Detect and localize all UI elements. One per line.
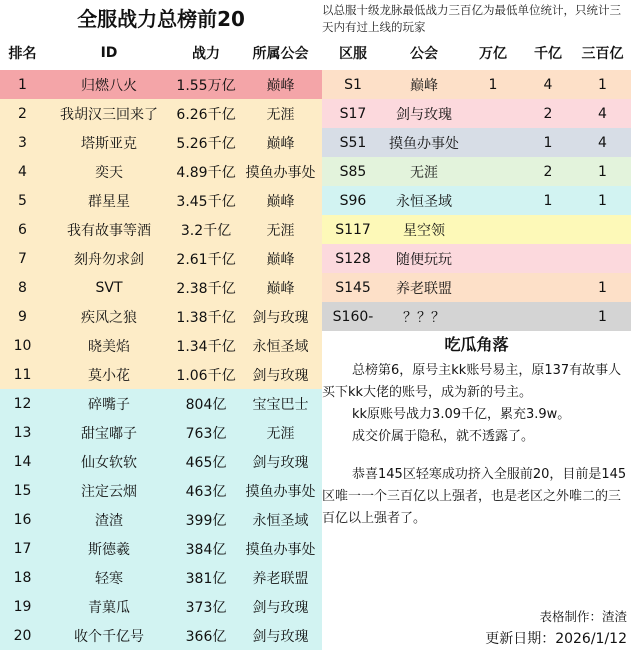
table-row: [322, 99, 631, 128]
power-cell: 384亿: [185, 541, 227, 558]
rank-cell: 5: [18, 192, 27, 209]
ranking-header: [0, 36, 322, 70]
gossip-paragraph: 恭喜145区轻寒成功挤入全服前20，目前是145区唯一一个三百亿以上强者，也是老区之外唯二的三百亿以上强者了。: [322, 467, 627, 526]
power-cell: 3.2千亿: [180, 222, 232, 239]
sanbai-cell: 1: [598, 192, 607, 209]
power-cell: 804亿: [185, 396, 227, 413]
server-cell: S85: [339, 163, 367, 180]
power-cell: 1.06千亿: [176, 367, 236, 384]
sanbai-cell: 4: [598, 134, 607, 151]
guild-cell: 摸鱼办事处: [245, 483, 316, 500]
server-cell: S1: [344, 76, 362, 93]
table-row: [0, 534, 322, 563]
id-cell: 注定云烟: [81, 483, 137, 500]
id-cell: 我有故事等酒: [67, 222, 151, 239]
power-cell: 1.38千亿: [176, 309, 236, 326]
header-qian: 千亿: [534, 46, 562, 62]
table-row: [0, 302, 322, 331]
table-row: [0, 447, 322, 476]
rank-cell: 1: [18, 76, 27, 93]
server-guild-cell: 巅峰: [410, 77, 438, 94]
qian-cell: 4: [543, 76, 553, 93]
id-cell: 我胡汉三回来了: [60, 106, 158, 123]
server-table: [322, 36, 631, 331]
server-guild-cell: 随便玩玩: [396, 251, 452, 268]
rank-cell: 10: [13, 337, 32, 354]
id-cell: 群星星: [88, 193, 130, 210]
power-cell: 4.89千亿: [176, 164, 236, 181]
power-cell: 2.61千亿: [176, 251, 236, 268]
gossip-title: 吃瓜角落: [444, 335, 509, 354]
id-cell: 碎嘴子: [88, 396, 130, 413]
guild-cell: 剑与玫瑰: [252, 599, 309, 616]
header-id: ID: [100, 45, 118, 61]
rank-cell: 8: [18, 279, 27, 296]
server-cell: S17: [339, 105, 367, 122]
table-row: [0, 99, 322, 128]
table-row: [0, 244, 322, 273]
guild-cell: 摸鱼办事处: [245, 164, 316, 181]
power-cell: 763亿: [185, 425, 227, 442]
sanbai-cell: 1: [598, 279, 607, 296]
table-row: [0, 186, 322, 215]
rank-cell: 12: [13, 395, 32, 412]
server-cell: S128: [335, 250, 371, 267]
guild-cell: 永恒圣域: [252, 512, 309, 529]
guild-cell: 无涯: [266, 106, 295, 123]
header-wan: 万亿: [479, 46, 507, 62]
server-header: [322, 36, 631, 70]
rank-cell: 2: [18, 105, 27, 122]
server-guild-cell: 永恒圣域: [396, 193, 452, 210]
page-title: 全服战力总榜前20: [77, 7, 245, 31]
rank-cell: 20: [13, 627, 32, 644]
header-rank: 排名: [8, 46, 37, 62]
guild-cell: 摸鱼办事处: [245, 541, 316, 558]
id-cell: 疾风之狼: [81, 309, 137, 326]
sanbai-cell: 4: [598, 105, 607, 122]
server-guild-cell: 摸鱼办事处: [389, 135, 459, 152]
table-row: [0, 505, 322, 534]
id-cell: 斯德羲: [88, 541, 130, 558]
guild-cell: 永恒圣域: [252, 338, 309, 355]
id-cell: 青菓瓜: [88, 599, 130, 616]
table-credit: 表格制作：渣渣: [539, 609, 627, 624]
rank-cell: 19: [13, 598, 32, 615]
table-row: [0, 331, 322, 360]
id-cell: 奕天: [95, 164, 123, 181]
id-cell: 归燃八火: [81, 77, 137, 94]
table-row: [0, 389, 322, 418]
gossip-paragraph: kk原账号战力3.09千亿，累充3.9w。: [352, 407, 571, 422]
guild-cell: 无涯: [266, 222, 295, 239]
rank-cell: 18: [13, 569, 32, 586]
table-row: [0, 476, 322, 505]
gossip-section: [322, 330, 631, 530]
table-row: [0, 157, 322, 186]
id-cell: 轻寒: [95, 570, 123, 587]
server-cell: S51: [339, 134, 367, 151]
power-cell: 1.55万亿: [176, 77, 236, 94]
server-cell: S145: [335, 279, 371, 296]
gossip-paragraph: 总榜第6，原号主kk账号易主，原137有故事人买下kk大佬的账号，成为新的号主。: [322, 363, 622, 400]
qian-cell: 2: [543, 163, 553, 180]
server-guild-cell: 剑与玫瑰: [396, 106, 452, 123]
id-cell: SVT: [95, 279, 123, 296]
power-cell: 5.26千亿: [176, 135, 236, 152]
header-guild: 所属公会: [252, 46, 309, 62]
id-cell: 塔斯亚克: [81, 135, 137, 152]
server-guild-cell: ？？？: [403, 309, 445, 326]
server-guild-cell: 养老联盟: [396, 280, 452, 297]
guild-cell: 剑与玫瑰: [252, 628, 309, 645]
rank-cell: 6: [18, 221, 27, 238]
server-guild-cell: 星空领: [403, 222, 445, 239]
table-row: [0, 563, 322, 592]
power-cell: 463亿: [185, 483, 227, 500]
guild-cell: 巅峰: [266, 251, 295, 268]
power-cell: 3.45千亿: [176, 193, 236, 210]
power-cell: 381亿: [185, 570, 227, 587]
id-cell: 莫小花: [88, 367, 130, 384]
guild-cell: 养老联盟: [252, 570, 309, 587]
qian-cell: 1: [543, 192, 553, 209]
rank-cell: 13: [13, 424, 32, 441]
rank-cell: 3: [18, 134, 27, 151]
power-cell: 399亿: [185, 512, 227, 529]
rank-cell: 7: [18, 250, 27, 267]
rank-cell: 11: [13, 366, 32, 383]
table-row: [0, 592, 322, 621]
server-cell: S160-: [332, 308, 374, 325]
table-row: [0, 215, 322, 244]
table-row: [322, 215, 631, 244]
server-guild-cell: 无涯: [410, 164, 438, 181]
power-cell: 465亿: [185, 454, 227, 471]
table-row: [322, 70, 631, 99]
sanbai-cell: 1: [598, 163, 607, 180]
gossip-paragraph: 成交价属于隐私，就不透露了。: [352, 429, 535, 444]
power-cell: 373亿: [185, 599, 227, 616]
sanbai-cell: 1: [598, 76, 607, 93]
guild-cell: 剑与玫瑰: [252, 454, 309, 471]
guild-cell: 巅峰: [266, 135, 295, 152]
guild-cell: 巅峰: [266, 77, 295, 94]
power-cell: 366亿: [185, 628, 227, 645]
table-row: [322, 186, 631, 215]
table-row: [0, 621, 322, 650]
stats-note: 以总服十级龙脉最低战力三百亿为最低单位统计，只统计三天内有过上线的玩家: [322, 3, 621, 34]
wan-cell: 1: [488, 76, 498, 93]
guild-cell: 宝宝巴士: [252, 396, 309, 413]
id-cell: 甜宝嘟子: [81, 425, 137, 442]
header-server: 区服: [339, 46, 367, 62]
guild-cell: 剑与玫瑰: [252, 309, 309, 326]
power-cell: 6.26千亿: [176, 106, 236, 123]
server-cell: S96: [339, 192, 367, 209]
table-row: [0, 128, 322, 157]
qian-cell: 2: [543, 105, 553, 122]
guild-cell: 巅峰: [266, 280, 295, 297]
rank-cell: 9: [18, 308, 27, 325]
guild-cell: 无涯: [266, 425, 295, 442]
id-cell: 渣渣: [95, 512, 123, 529]
table-row: [322, 273, 631, 302]
table-row: [0, 360, 322, 389]
id-cell: 刻舟勿求剑: [74, 251, 144, 268]
header-server-guild: 公会: [410, 46, 438, 62]
id-cell: 晓美焰: [88, 338, 130, 355]
guild-cell: 剑与玫瑰: [252, 367, 309, 384]
header-power: 战力: [192, 46, 220, 62]
table-row: [0, 273, 322, 302]
table-row: [322, 157, 631, 186]
id-cell: 收个千亿号: [74, 628, 144, 645]
table-row: [322, 302, 631, 331]
rank-cell: 17: [13, 540, 32, 557]
table-row: [0, 70, 322, 99]
ranking-table: [0, 36, 322, 650]
id-cell: 仙女软软: [81, 454, 137, 471]
power-cell: 2.38千亿: [176, 280, 236, 297]
rank-cell: 16: [13, 511, 32, 528]
guild-cell: 巅峰: [266, 193, 295, 210]
server-cell: S117: [335, 221, 371, 238]
table-row: [0, 418, 322, 447]
power-cell: 1.34千亿: [176, 338, 236, 355]
table-row: [322, 244, 631, 273]
table-row: [322, 128, 631, 157]
update-date: 更新日期：2026/1/12: [485, 631, 627, 647]
header-sanbai: 三百亿: [581, 46, 624, 62]
rank-cell: 14: [13, 453, 32, 470]
sanbai-cell: 1: [598, 308, 607, 325]
rank-cell: 15: [13, 482, 32, 499]
qian-cell: 1: [543, 134, 553, 151]
rank-cell: 4: [18, 163, 27, 180]
